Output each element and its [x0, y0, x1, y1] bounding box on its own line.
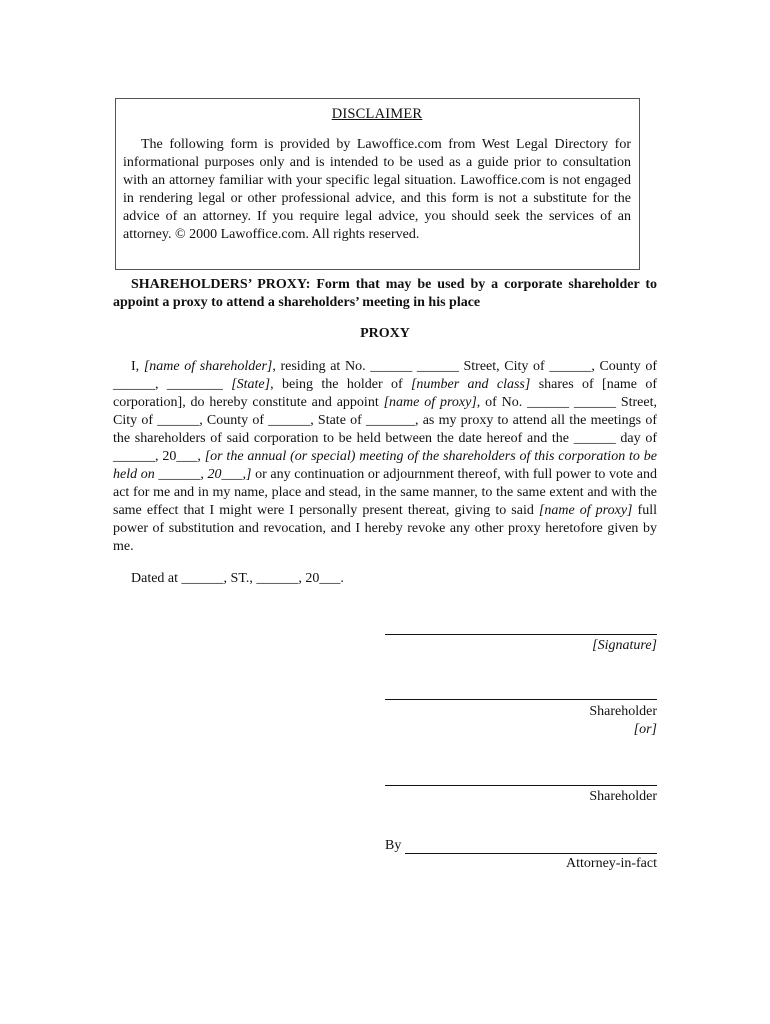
proxy-body: [113, 358, 657, 556]
body-text-1: I,: [131, 359, 144, 374]
by-label: By: [385, 838, 402, 853]
placeholder-state: [State]: [231, 377, 271, 392]
signature-label: [Signature]: [592, 638, 657, 653]
body-text-3: , being the holder of: [270, 377, 411, 392]
disclaimer-title: DISCLAIMER: [331, 106, 423, 122]
form-heading-text: Form that may be used by a corporate shareholder to appoint a proxy to attend a shareholders’ meeting in his place: [113, 277, 658, 310]
placeholder-number-class: [number and class]: [410, 377, 531, 392]
shareholder-label-2: Shareholder: [589, 789, 657, 804]
body-text-4: shares of [name of corporation], do hereby constitute and appoint: [113, 377, 658, 410]
dated-line: Dated at ______, ST., ______, 20___.: [131, 571, 344, 586]
body-text-6: or any continuation or adjournment thereof, with full power to vote and act for me and in my name, place and stead, in the same manner, to the same extent and with the same effect that I might were I personally present thereat, giving to said: [113, 467, 657, 518]
attorney-in-fact-label: Attorney-in-fact: [566, 856, 657, 871]
by-signature-row: [385, 838, 657, 854]
body-text-5: , of No. ______ ______ Street, City of ______, County of ______, State of _______, as my proxy to attend all the meetings of the shareholders of said corporation to be held between the date hereof and the ______ day of ______, 20___,: [113, 395, 657, 464]
placeholder-proxy-name: [name of proxy]: [383, 395, 477, 410]
signature-line: [385, 634, 657, 635]
by-signature-line: [405, 839, 657, 854]
shareholder-line-2: [385, 785, 657, 786]
proxy-title: PROXY: [360, 326, 410, 341]
form-heading: [113, 276, 657, 312]
form-heading-lead: SHAREHOLDERS’ PROXY:: [131, 277, 311, 292]
shareholder-label-1: Shareholder: [589, 704, 657, 719]
placeholder-proxy-name-2: [name of proxy]: [538, 503, 633, 518]
disclaimer-box: [115, 98, 640, 270]
or-label: [or]: [633, 722, 657, 737]
placeholder-shareholder-name: [name of shareholder]: [143, 359, 273, 374]
shareholder-line-1: [385, 699, 657, 700]
placeholder-meeting: [or the annual (or special) meeting of the shareholders of this corporation to be held on ______, 20___,]: [113, 449, 657, 482]
disclaimer-body: The following form is provided by Lawoffice.com from West Legal Directory for informational purposes only and is intended to be used as a guide prior to consultation with an attorney familiar with your specific legal situation. Lawoffice.com is not engaged in rendering legal or other professional advice, and this form is not a substitute for the advice of an attorney. If you require legal advice, you should seek the services of an attorney. © 2000 Lawoffice.com. All rights reserved.: [123, 137, 631, 242]
body-text-7: full power of substitution and revocation, and I hereby revoke any other proxy heretofore given by me.: [113, 503, 657, 554]
body-text-2: , residing at No. ______ ______ Street, City of ______, County of ______, ________: [113, 359, 657, 392]
